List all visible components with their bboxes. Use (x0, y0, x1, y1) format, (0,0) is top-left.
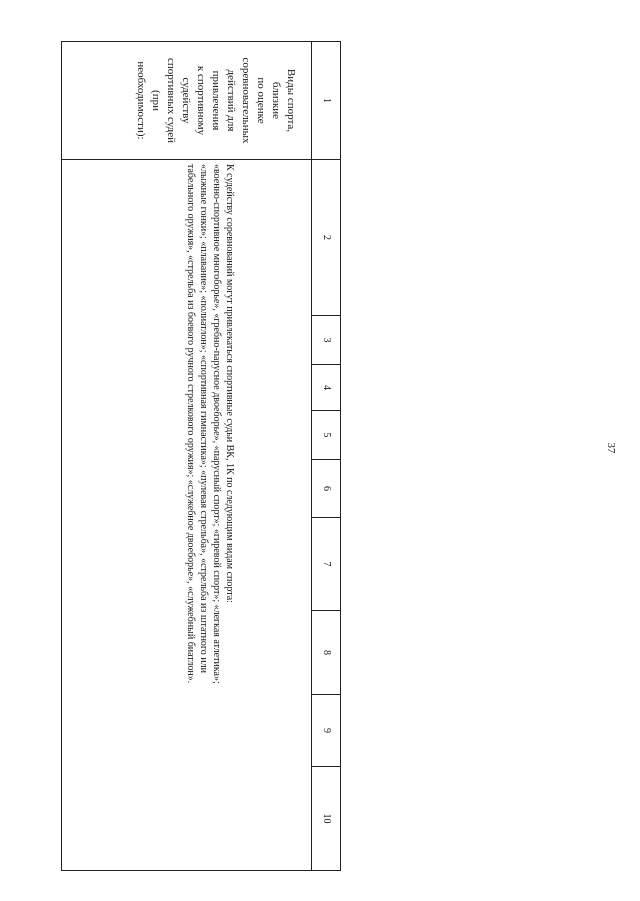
criterion-line: по оценке (255, 77, 267, 124)
criterion-line: судейству (180, 77, 192, 124)
text-line: табельного оружия», «стрельба из боевого ручного стрелкового оружия»; «служебное двоеборье», «служебный биатлон». (185, 164, 196, 684)
page-number: 37 (605, 442, 617, 454)
text-line: «лыжные гонки»; «плавание»; «полиатлон»; «спортивная гимнастика»; «пулевая стрельба», «стрельба из штатного или (198, 164, 209, 673)
header-col-2: 2 (312, 160, 340, 316)
header-col-9: 9 (312, 695, 340, 767)
criterion-line: необходимости): (135, 61, 147, 140)
criterion-line: соревновательных (240, 57, 252, 144)
header-col-1: 1 (312, 42, 340, 160)
table-row (62, 42, 312, 870)
header-col-3: 3 (312, 316, 340, 365)
header-col-8: 8 (312, 611, 340, 695)
text-line: «военно-спортивное многоборье», «гребно-парусное двоеборье», «парусный спорт»; «гиревой спорт»; «легкая атлетика»; (211, 164, 222, 684)
criterion-line: Виды спорта, (285, 68, 297, 133)
header-col-4: 4 (312, 365, 340, 411)
rotated-document (61, 41, 341, 871)
criterion-line: к спортивному (195, 65, 207, 136)
header-col-10: 10 (321, 813, 332, 824)
criterion-line: действий для (225, 69, 237, 132)
criterion-line: близкие (270, 81, 282, 120)
requirements-table (61, 41, 341, 871)
header-col-6: 6 (312, 460, 340, 518)
criterion-cell (62, 42, 312, 160)
criterion-line: спортивных судей (165, 58, 177, 143)
merged-text-cell (136, 164, 236, 724)
table-header-row (311, 42, 340, 870)
header-col-7: 7 (312, 518, 340, 611)
text-line: К судейству соревнований могут привлекаться спортивные судьи ВК, 1К по следующим видам спорта: (224, 164, 235, 603)
criterion-line: привлечения (210, 70, 222, 131)
header-col-5: 5 (312, 411, 340, 460)
criterion-line: (при (150, 90, 162, 111)
